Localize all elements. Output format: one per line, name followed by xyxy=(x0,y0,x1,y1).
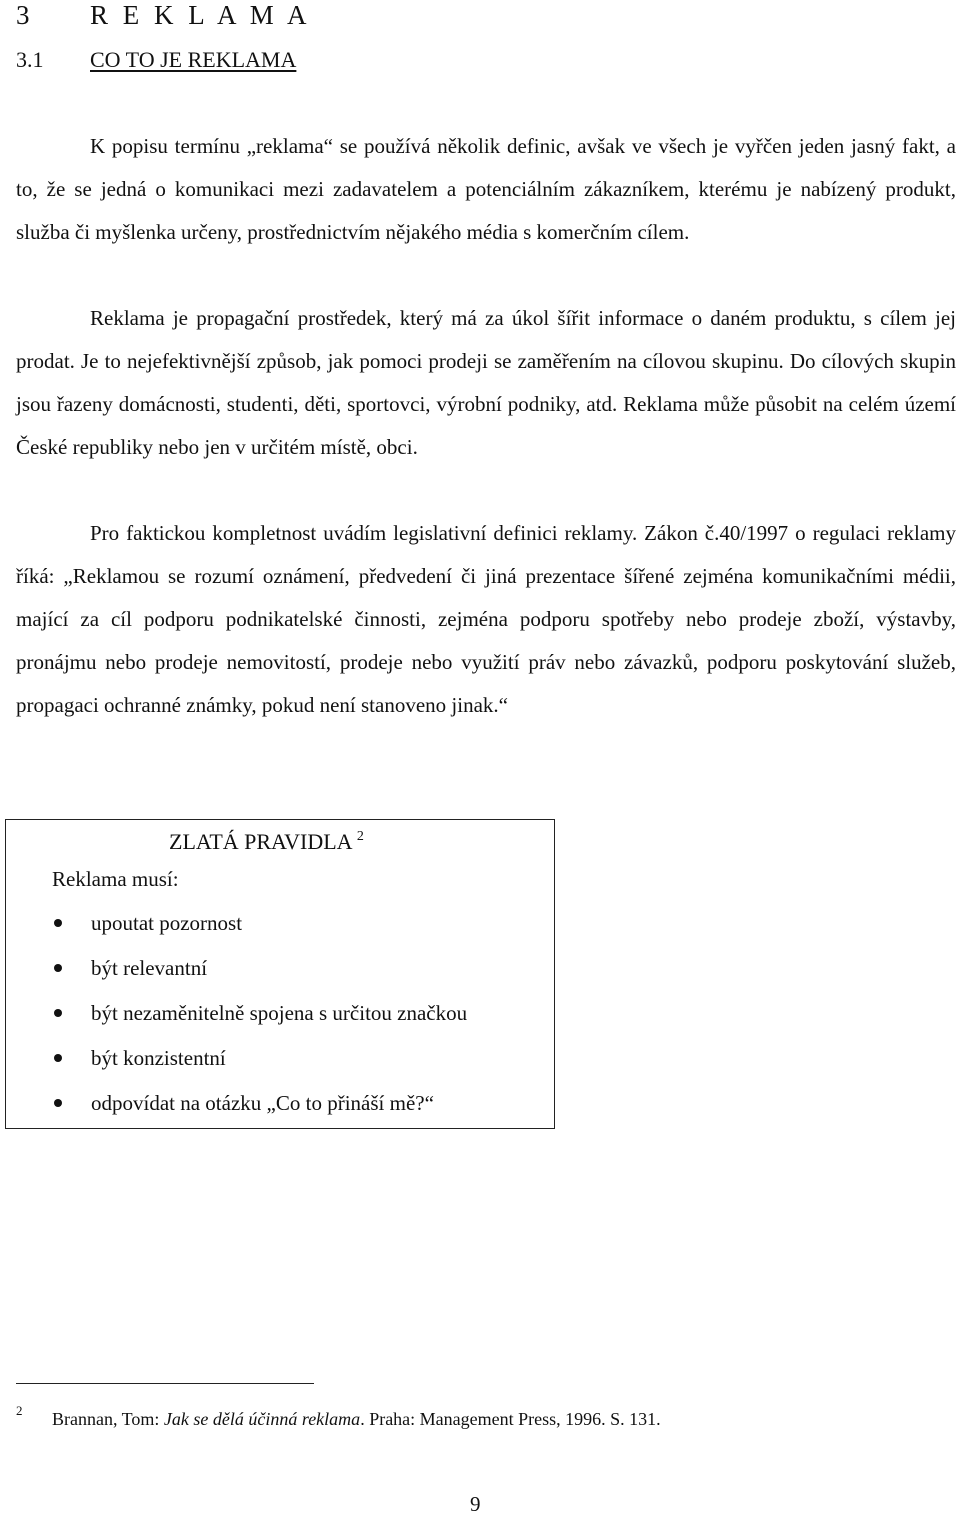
footnote-reference: 2 xyxy=(356,829,364,844)
section-title: CO TO JE REKLAMA xyxy=(90,47,297,72)
section-number: 3.1 xyxy=(16,47,44,72)
bullet-icon xyxy=(54,964,62,972)
chapter-title: R E K L A M A xyxy=(90,0,311,30)
footnote-book-title: Jak se dělá účinná reklama xyxy=(163,1409,361,1429)
box-title xyxy=(169,822,364,857)
bullet-icon xyxy=(54,1099,62,1107)
golden-rules-box xyxy=(5,819,555,1129)
bullet-icon xyxy=(54,919,62,927)
footnote-number: 2 xyxy=(16,1403,23,1418)
list-item-text: upoutat pozornost xyxy=(91,911,243,935)
paragraph-2 xyxy=(16,297,956,469)
box-title-text: ZLATÁ PRAVIDLA xyxy=(169,829,352,854)
list-item-text: být relevantní xyxy=(91,956,208,980)
paragraph-1 xyxy=(16,125,956,254)
list-item xyxy=(6,953,467,998)
section-heading xyxy=(16,46,296,74)
footnote-publication: . Praha: Management Press, 1996. S. 131. xyxy=(360,1409,661,1429)
chapter-number: 3 xyxy=(16,0,30,30)
list-item xyxy=(6,1043,467,1088)
box-intro: Reklama musí: xyxy=(52,867,179,891)
footnote-divider xyxy=(16,1383,314,1384)
list-item-text: odpovídat na otázku „Co to přináší mě?“ xyxy=(91,1091,434,1115)
list-item xyxy=(6,998,467,1043)
footnote xyxy=(16,1398,661,1432)
paragraph-text: Pro faktickou kompletnost uvádím legislativní definici reklamy. Zákon č.40/1997 o regulaci reklamy říká: „Reklamou se rozumí oznámení, předvedení či jiná prezentace šířené zejména komunikačními médii, mající za cíl podporu podnikatelské činnosti, zejména podporu spotřeby nebo prodeje zboží, výstavby, pronájmu nebo prodeje nemovitostí, prodeje nebo využití práv nebo závazků, podporu poskytování služeb, propagaci ochranné známky, pokud není stanoveno jinak.“ xyxy=(16,521,956,717)
paragraph-3 xyxy=(16,512,956,727)
footnote-author: Brannan, Tom: xyxy=(52,1409,164,1429)
page-number: 9 xyxy=(470,1492,481,1516)
paragraph-text: Reklama je propagační prostředek, který má za úkol šířit informace o daném produktu, s cílem jej prodat. Je to nejefektivnější způsob, jak pomoci prodeji se zaměřením na cílovou skupinu. Do cílových skupin jsou řazeny domácnosti, studenti, děti, sportovci, výrobní podniky, atd. Reklama může působit na celém území České republiky nebo jen v určitém místě, obci. xyxy=(16,306,956,459)
list-item xyxy=(6,1088,467,1133)
bullet-icon xyxy=(54,1009,62,1017)
list-item-text: být nezaměnitelně spojena s určitou značkou xyxy=(91,1001,468,1025)
rules-list xyxy=(6,908,467,1133)
paragraph-text: K popisu termínu „reklama“ se používá několik definic, avšak ve všech je vyřčen jeden jasný fakt, a to, že se jedná o komunikaci mezi zadavatelem a potenciálním zákazníkem, kterému je nabízený produkt, služba či myšlenka určeny, prostřednictvím nějakého média s komerčním cílem. xyxy=(16,134,956,244)
bullet-icon xyxy=(54,1054,62,1062)
list-item-text: být konzistentní xyxy=(91,1046,226,1070)
list-item xyxy=(6,908,467,953)
chapter-heading xyxy=(16,0,311,30)
